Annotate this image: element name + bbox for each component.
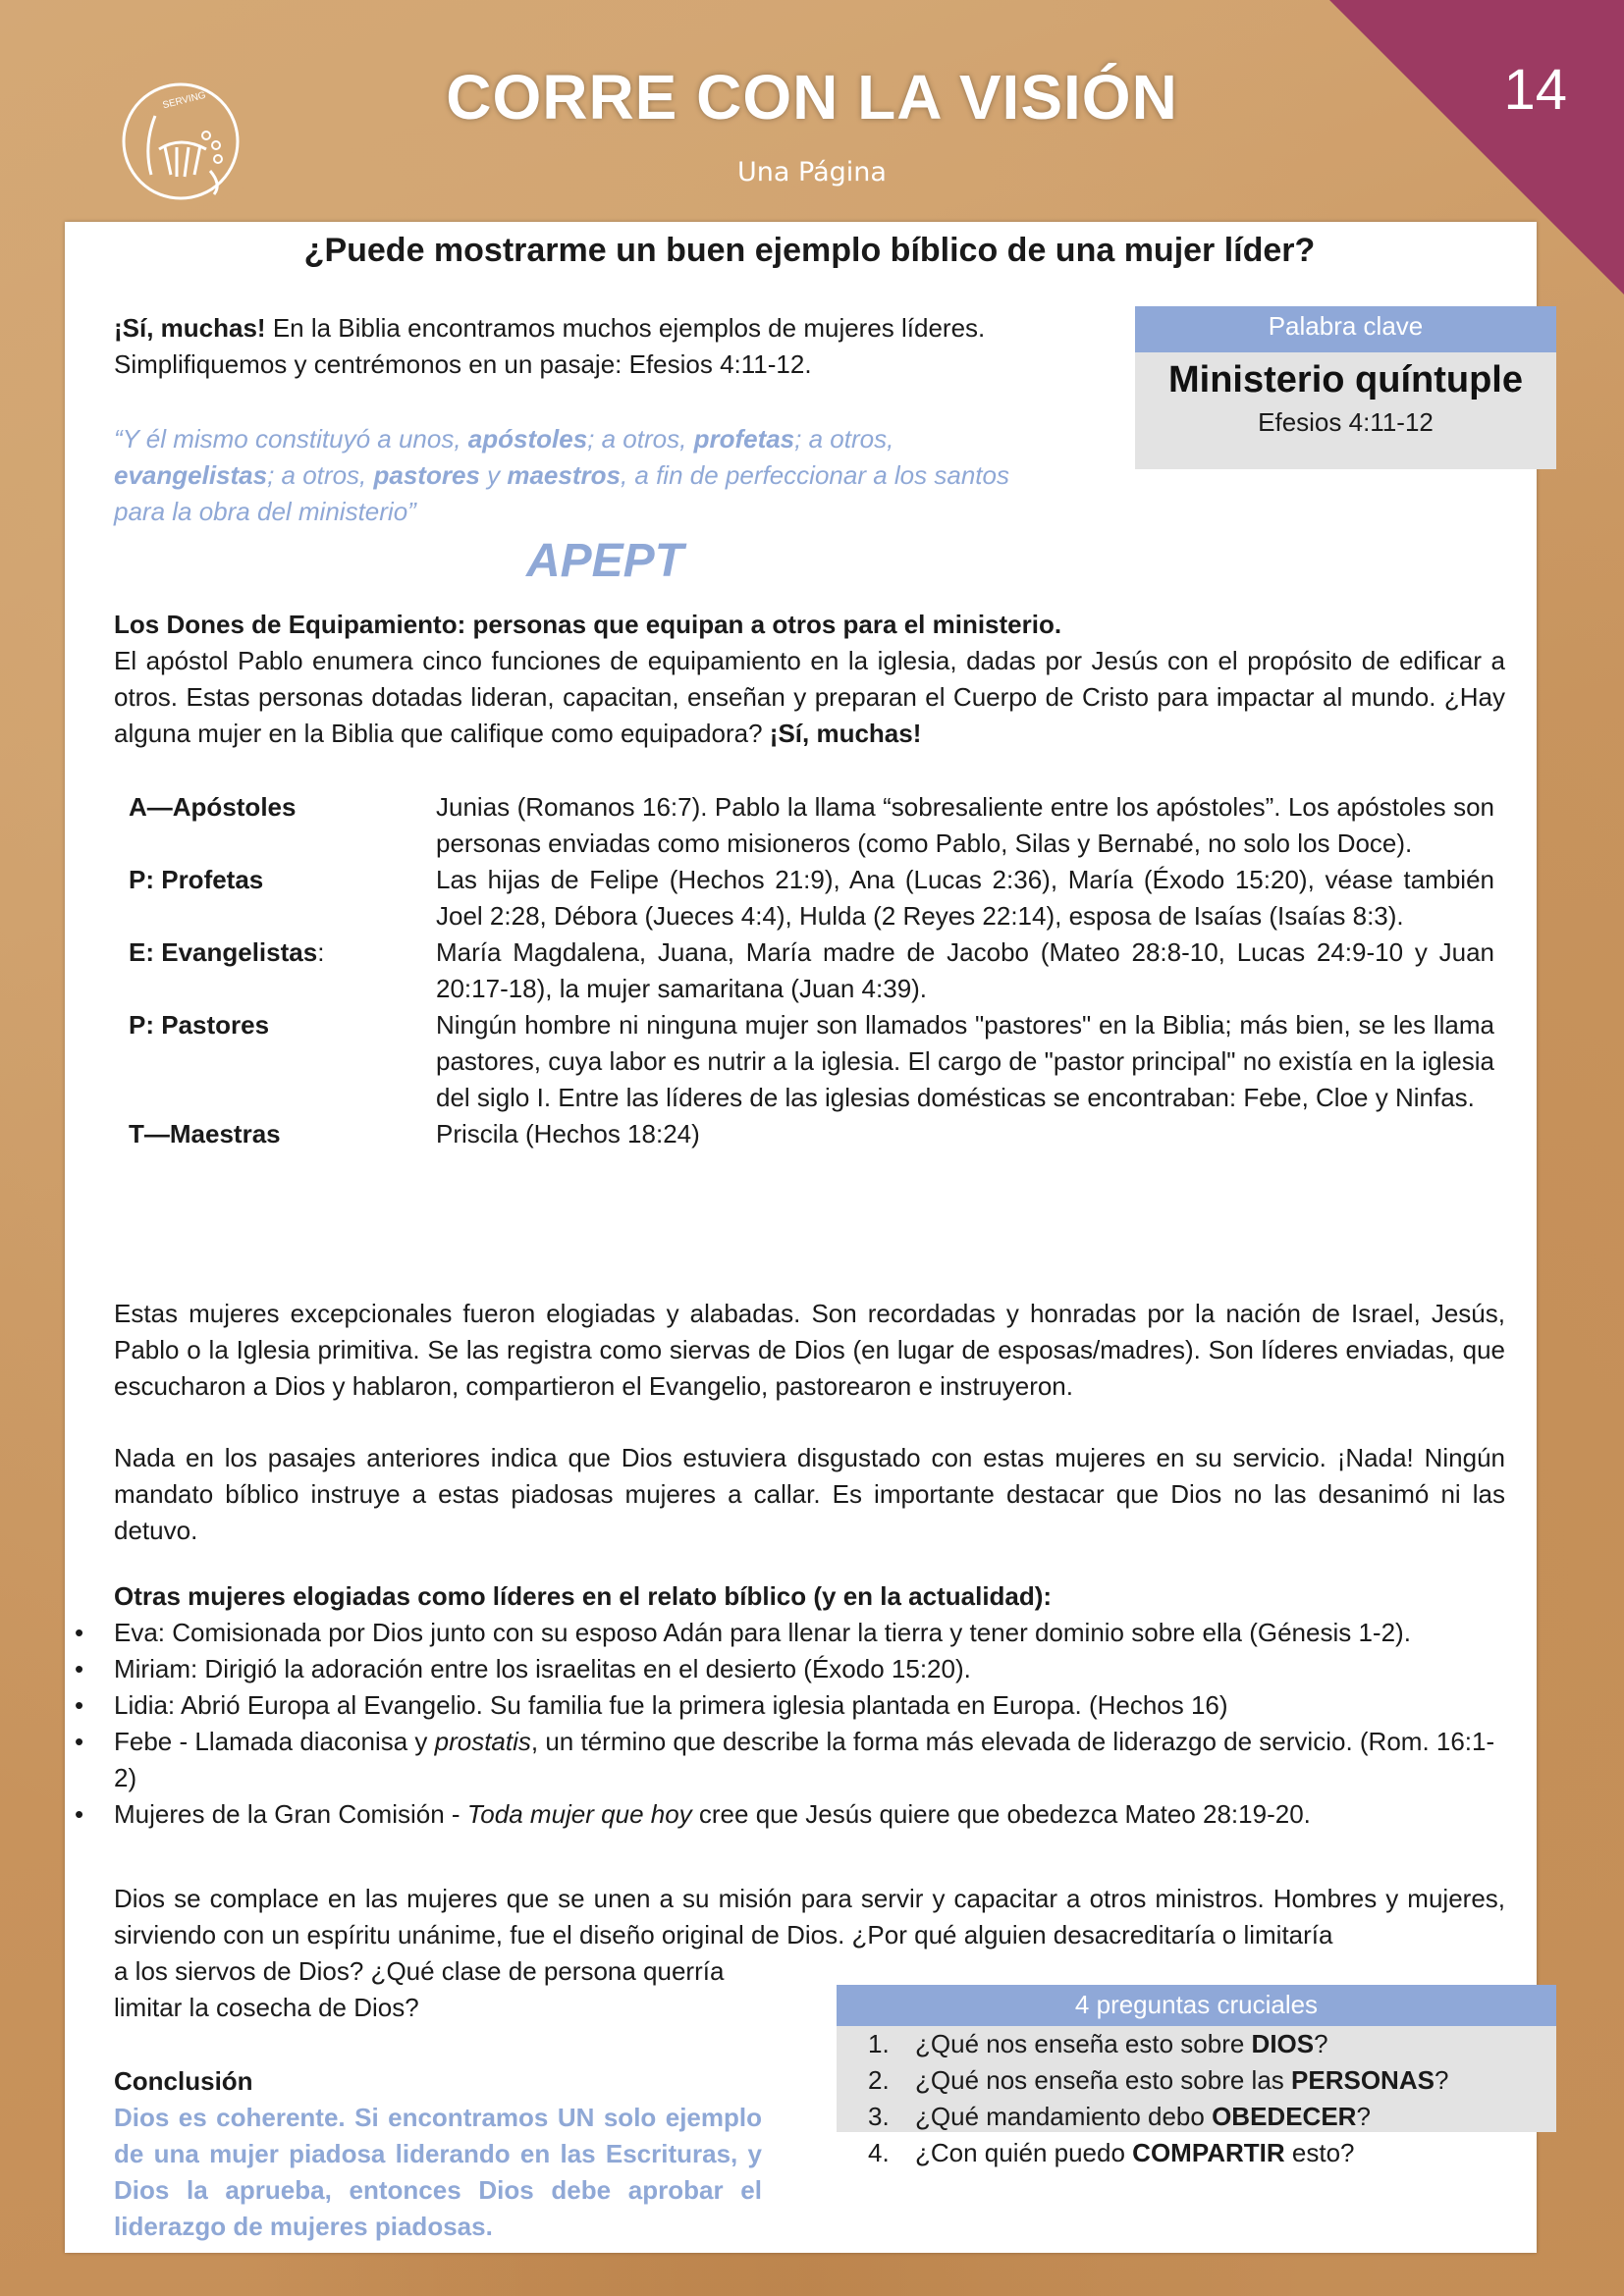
question-item [868,2062,1556,2099]
quote-keyword-pastores: pastores [373,460,480,490]
quote-part: ; a otros, [794,424,894,454]
logo-text: SERVING [161,89,207,112]
question-text: ¿Con quién puedo [915,2138,1133,2167]
gift-description: Junias (Romanos 16:7). Pablo la llama “sobresaliente entre los apóstoles”. Los apóstoles son personas enviadas como misioneros (como Pablo, Silas y Bernabé, no solo los Doce). [436,792,1494,858]
question-text: ¿Qué nos enseña esto sobre las [915,2065,1292,2095]
list-text: , un término que describe la forma más elevada de liderazgo de servicio. (Rom. 16:1-2) [114,1727,1495,1792]
page-title: CORRE CON LA VISIÓN [446,62,1178,133]
closing-paragraph: Dios se complace en las mujeres que se unen a su misión para servir y capacitar a otros ministros. Hombres y mujeres, sirviendo con un espíritu unánime, fue el diseño original de Dios. ¿Por qué alguien desacreditaría o limitaría [114,1884,1505,1949]
question-keyword: PERSONAS [1291,2065,1435,2095]
gift-description: Priscila (Hechos 18:24) [436,1119,700,1148]
quote-keyword-apostoles: apóstoles [467,424,588,454]
question-keyword: OBEDECER [1212,2102,1357,2131]
women-list [114,1615,1505,1833]
paragraph-nothing: Nada en los pasajes anteriores indica que Dios estuviera disgustado con estas mujeres en su servicio. ¡Nada! Ningún mandato bíblico instruye a estas piadosas mujeres a callar. Es importante destacar que Dios no las desanimó ni las detuvo. [114,1443,1505,1545]
gifts-table [129,789,1494,1152]
women-list-heading: Otras mujeres elogiadas como líderes en el relato bíblico (y en la actualidad): [114,1581,1053,1611]
question-number: 1. [868,2029,890,2058]
questions-list [837,2026,1556,2171]
question-text: esto? [1284,2138,1355,2167]
question-text: ? [1356,2102,1371,2131]
conclusion-text: Dios es coherente. Si encontramos UN solo ejemplo de una mujer piadosa liderando en las Escrituras, y Dios la aprueba, entonces Dios debe aprobar el liderazgo de mujeres piadosas. [114,2103,762,2241]
gifts-text: El apóstol Pablo enumera cinco funciones de equipamiento en la iglesia, dadas por Jesús con el propósito de edificar a otros. Estas personas dotadas lideran, capacitan, enseñan y preparan el Cuerpo de Cristo para impactar al mundo. ¿Hay alguna mujer en la Biblia que califique como equipadora? [114,646,1505,748]
acronym-heading: APEPT [525,535,684,587]
list-item: • Miriam: Dirigió la adoración entre los israelitas en el desierto (Éxodo 15:20). [114,1651,1505,1687]
page-subtitle: Una Página [737,157,887,187]
intro-paragraph [114,310,1066,383]
question-number: 2. [868,2065,890,2095]
intro-lead: ¡Sí, muchas! [114,313,266,343]
gift-description: Ningún hombre ni ninguna mujer son llamados "pastores" en la Biblia; más bien, se les llama pastores, cuya labor es nutrir a la iglesia. El cargo de "pastor principal" no existía en la iglesia del siglo I. Entre las líderes de las iglesias domésticas se encontraban: Febe, Cloe y Ninfas. [436,1010,1494,1112]
question-item [868,2026,1556,2062]
list-item [114,1724,1505,1796]
scripture-quote [114,421,1027,530]
table-row [129,1007,1494,1116]
quote-keyword-evangelistas: evangelistas [114,460,268,490]
keyword-box-title: Ministerio quíntuple [1168,359,1523,400]
list-text-italic: Toda mujer que hoy [466,1799,692,1829]
gifts-text-bold: ¡Sí, muchas! [769,719,922,748]
question-keyword: DIOS [1251,2029,1315,2058]
questions-box [837,1985,1556,2167]
content-sheet [65,222,1537,2253]
list-text: cree que Jesús quiere que obedezca Mateo 28:19-20. [691,1799,1311,1829]
list-item: • Eva: Comisionada por Dios junto con su esposo Adán para llenar la tierra y tener dominio sobre ella (Génesis 1-2). [114,1615,1505,1651]
question-heading: ¿Puede mostrarme un buen ejemplo bíblico de una mujer líder? [303,232,1316,269]
quote-part: y [479,460,508,490]
list-text-italic: prostatis [434,1727,531,1756]
questions-box-header: 4 preguntas cruciales [837,1985,1556,2026]
gift-label: E: Evangelistas [129,937,318,967]
gift-label: P: Profetas [129,865,264,894]
question-item [868,2099,1556,2135]
question-number: 3. [868,2102,890,2131]
intro-text: En la Biblia encontramos muchos ejemplos de mujeres líderes. Simplifiquemos y centrémonos en un pasaje: Efesios 4:11-12. [114,313,986,379]
gift-description: Las hijas de Felipe (Hechos 21:9), Ana (Lucas 2:36), María (Éxodo 15:20), véase también Joel 2:28, Débora (Jueces 4:4), Hulda (2 Reyes 22:14), esposa de Isaías (Isaías 8:3). [436,865,1494,931]
page-number: 14 [1503,58,1567,122]
table-row [129,1116,1494,1152]
keyword-box-header: Palabra clave [1135,306,1556,352]
gifts-paragraph [114,643,1505,752]
list-text: Mujeres de la Gran Comisión - [114,1799,467,1829]
keyword-box-reference: Efesios 4:11-12 [1258,407,1434,437]
conclusion-heading: Conclusión [114,2066,253,2096]
question-text: ¿Qué nos enseña esto sobre [915,2029,1252,2058]
closing-paragraph-continued: a los siervos de Dios? ¿Qué clase de persona querría limitar la cosecha de Dios? [114,1956,725,2022]
gift-label-wrap [129,934,436,1007]
table-row [129,789,1494,862]
keyword-box [1135,306,1556,469]
table-row [129,934,1494,1007]
question-keyword: COMPARTIR [1132,2138,1285,2167]
gifts-section [114,607,1505,752]
gift-description: María Magdalena, Juana, María madre de Jacobo (Mateo 28:8-10, Lucas 24:9-10 y Juan 20:17-18), la mujer samaritana (Juan 4:39). [436,937,1494,1003]
quote-keyword-profetas: profetas [693,424,795,454]
question-text: ? [1434,2065,1449,2095]
quote-part: , a fin de perfeccionar a los santos para la obra del ministerio” [114,460,1009,526]
list-item: • Lidia: Abrió Europa al Evangelio. Su familia fue la primera iglesia plantada en Europa. (Hechos 16) [114,1687,1505,1724]
paragraph-praise: Estas mujeres excepcionales fueron elogiadas y alabadas. Son recordadas y honradas por la nación de Israel, Jesús, Pablo o la Iglesia primitiva. Se las registra como siervas de Dios (en lugar de esposas/madres). Son líderes enviadas, que escucharon a Dios y hablaron, compartieron el Evangelio, pastorearon e instruyeron. [114,1299,1505,1401]
gift-label: A—Apóstoles [129,792,297,822]
quote-keyword-maestros: maestros [507,460,621,490]
quote-part: ; a otros, [587,424,694,454]
quote-part: ; a otros, [267,460,374,490]
gift-label-suffix: : [317,937,325,967]
table-row [129,862,1494,934]
question-item [868,2135,1556,2171]
list-item [114,1796,1505,1833]
gifts-heading: Los Dones de Equipamiento: personas que equipan a otros para el ministerio. [114,610,1062,639]
question-text: ¿Qué mandamiento debo [915,2102,1213,2131]
gift-label: P: Pastores [129,1010,270,1040]
list-text: Febe - Llamada diaconisa y [114,1727,435,1756]
question-text: ? [1314,2029,1328,2058]
quote-part: “Y él mismo constituyó a unos, [114,424,468,454]
gift-label: T—Maestras [129,1119,281,1148]
question-number: 4. [868,2138,890,2167]
